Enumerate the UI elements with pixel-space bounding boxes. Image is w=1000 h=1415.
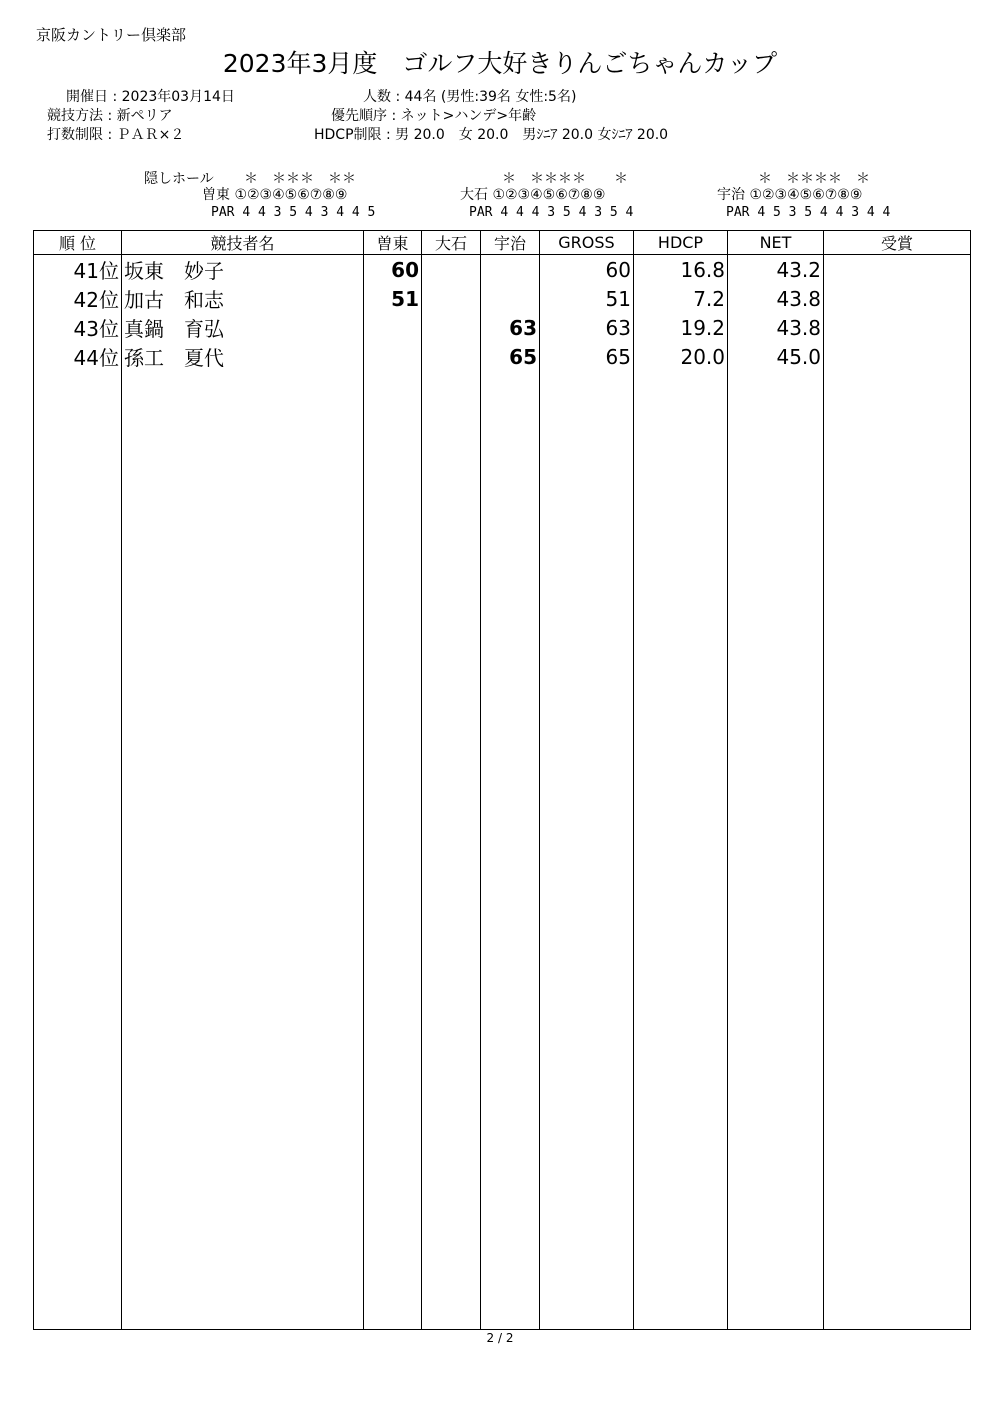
limit-label: 打数制限 [47,127,103,143]
priority-row: 優先順序 : ネット>ハンデ>年齢 [331,108,537,124]
method-label: 競技方法 [47,108,103,124]
page-title: 2023年3月度 ゴルフ大好きりんごちゃんカップ [222,49,778,78]
header-sotou: 曽東 [364,231,422,255]
award-cell [824,255,971,285]
people-label: 人数 [363,89,391,105]
course-1-holes [202,187,347,203]
sotou-cell: 51 [364,284,422,313]
course-1-marks: ＊ ＊＊＊ ＊＊ [244,171,356,187]
course-2-par-label: PAR [469,205,493,220]
course-3-circled: ①②③④⑤⑥⑦⑧⑨ [749,187,863,203]
table-row [34,255,971,285]
hdcp-value: 男 20.0 女 20.0 男ｼﾆｱ 20.0 女ｼﾆｱ 20.0 [395,127,669,143]
sotou-cell [364,342,422,371]
sotou-cell: 60 [364,255,422,285]
club-name: 京阪カントリー倶楽部 [36,26,187,44]
method-row: 競技方法 : 新ペリア [47,108,173,124]
header-award: 受賞 [824,231,971,255]
page-number: 2 / 2 [486,1331,514,1345]
net-cell: 43.8 [728,313,824,342]
course-2-holes [460,187,605,203]
course-2-marks: ＊ ＊＊＊＊ ＊ [502,171,628,187]
rank-cell: 42位 [34,284,122,313]
uji-cell [481,284,540,313]
date-row: 開催日 : 2023年03月14日 [66,89,235,105]
award-cell [824,342,971,371]
header-ooishi: 大石 [422,231,481,255]
name-cell: 真鍋 育弘 [122,313,364,342]
course-1-par-row [211,205,375,221]
course-2-circled: ①②③④⑤⑥⑦⑧⑨ [492,187,606,203]
limit-row: 打数制限 : ＰＡＲ×２ [47,127,185,143]
header-hdcp: HDCP [634,231,728,255]
gross-cell: 60 [540,255,634,285]
course-3-par-row [726,205,890,221]
name-cell: 孫工 夏代 [122,342,364,371]
rank-cell: 44位 [34,342,122,371]
course-3-name: 宇治 [717,187,745,203]
table-row [34,284,971,313]
course-2-name: 大石 [460,187,488,203]
gross-cell: 51 [540,284,634,313]
ooishi-cell [422,284,481,313]
hdcp-cell: 20.0 [634,342,728,371]
course-2-par-row [469,205,633,221]
course-1-par: 4 4 3 5 4 3 4 4 5 [242,205,376,220]
header-gross: GROSS [540,231,634,255]
course-2-par: 4 4 4 3 5 4 3 5 4 [500,205,634,220]
name-cell: 加古 和志 [122,284,364,313]
gross-cell: 65 [540,342,634,371]
table-row [34,313,971,342]
table-filler-row [34,371,971,1330]
table-header-row [34,231,971,255]
course-3-holes [717,187,862,203]
net-cell: 43.2 [728,255,824,285]
header-name: 競技者名 [122,231,364,255]
course-1-name: 曽東 [202,187,230,203]
award-cell [824,284,971,313]
table-row [34,342,971,371]
ooishi-cell [422,255,481,285]
course-1-par-label: PAR [211,205,235,220]
name-cell: 坂東 妙子 [122,255,364,285]
date-value: 2023年03月14日 [121,89,235,105]
rank-cell: 41位 [34,255,122,285]
priority-value: ネット>ハンデ>年齢 [400,108,537,124]
header-net: NET [728,231,824,255]
priority-label: 優先順序 [331,108,387,124]
uji-cell: 63 [481,313,540,342]
limit-value: ＰＡＲ×２ [116,127,185,143]
rank-cell: 43位 [34,313,122,342]
hidden-holes-label: 隠しホール [144,171,214,187]
course-3-marks: ＊ ＊＊＊＊ ＊ [758,171,870,187]
header-rank: 順 位 [34,231,122,255]
hdcp-cell: 19.2 [634,313,728,342]
ooishi-cell [422,313,481,342]
net-cell: 43.8 [728,284,824,313]
method-value: 新ペリア [116,108,173,124]
course-3-par: 4 5 3 5 4 4 3 4 4 [757,205,891,220]
uji-cell [481,255,540,285]
date-label: 開催日 [66,89,108,105]
people-row: 人数 : 44名 (男性:39名 女性:5名) [363,89,577,105]
net-cell: 45.0 [728,342,824,371]
people-value: 44名 (男性:39名 女性:5名) [404,89,577,105]
hdcp-label: HDCP制限 [314,127,382,143]
hdcp-cell: 16.8 [634,255,728,285]
course-1-circled: ①②③④⑤⑥⑦⑧⑨ [234,187,348,203]
uji-cell: 65 [481,342,540,371]
gross-cell: 63 [540,313,634,342]
header-uji: 宇治 [481,231,540,255]
results-table [33,230,971,1330]
course-3-par-label: PAR [726,205,750,220]
hdcp-row: HDCP制限 : 男 20.0 女 20.0 男ｼﾆｱ 20.0 女ｼﾆｱ 20.0 [314,127,669,143]
ooishi-cell [422,342,481,371]
award-cell [824,313,971,342]
sotou-cell [364,313,422,342]
hdcp-cell: 7.2 [634,284,728,313]
